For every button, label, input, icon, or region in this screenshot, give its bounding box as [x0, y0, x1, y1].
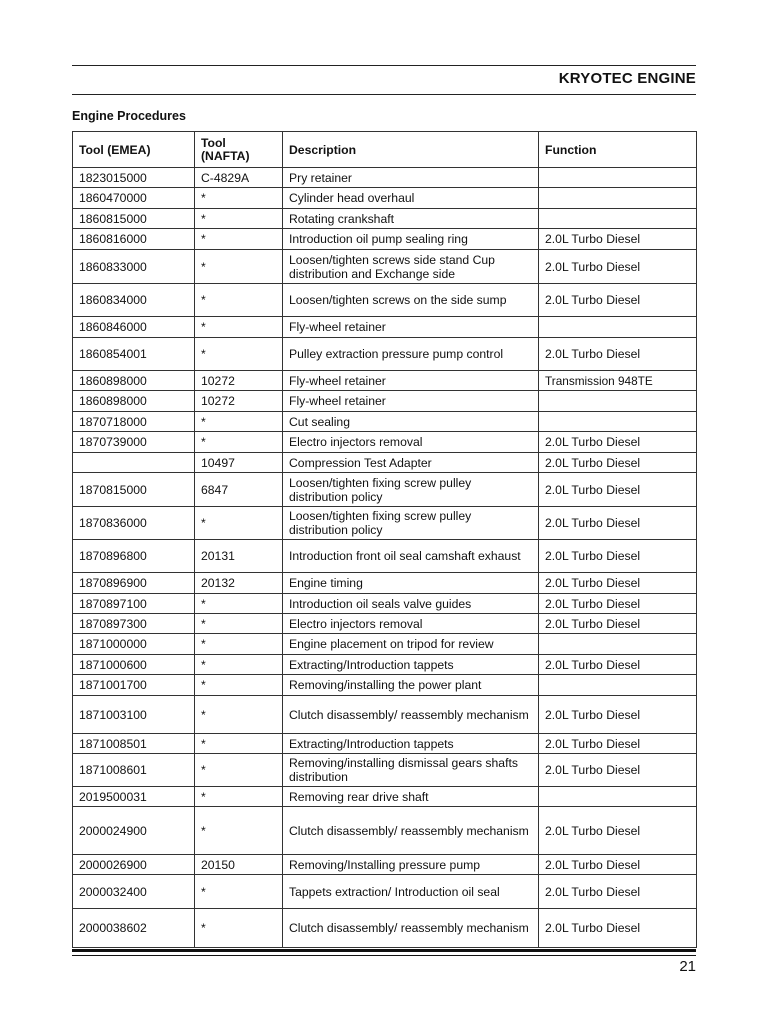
table-row — [73, 634, 697, 655]
cell-function: 2.0L Turbo Diesel — [539, 540, 697, 573]
cell-description: Electro injectors removal — [283, 614, 539, 634]
cell-tool-emea: 1860816000 — [73, 229, 195, 250]
cell-description: Clutch disassembly/ reassembly mechanism — [283, 807, 539, 855]
table-row — [73, 371, 697, 391]
cell-tool-nafta: * — [195, 594, 283, 614]
table-row — [73, 573, 697, 594]
table-row — [73, 412, 697, 432]
cell-tool-nafta: * — [195, 229, 283, 250]
cell-description: Fly-wheel retainer — [283, 391, 539, 412]
cell-description: Introduction front oil seal camshaft exhaust — [283, 540, 539, 573]
table-row — [73, 855, 697, 875]
table-row — [73, 909, 697, 948]
cell-tool-emea: 1870897300 — [73, 614, 195, 634]
cell-tool-nafta: 10497 — [195, 453, 283, 473]
cell-description: Electro injectors removal — [283, 432, 539, 453]
cell-tool-emea: 1870718000 — [73, 412, 195, 432]
cell-tool-emea: 1871001700 — [73, 675, 195, 696]
cell-function: 2.0L Turbo Diesel — [539, 614, 697, 634]
table-row — [73, 734, 697, 754]
cell-function — [539, 209, 697, 229]
cell-function: 2.0L Turbo Diesel — [539, 655, 697, 675]
cell-tool-nafta: * — [195, 675, 283, 696]
table-header-row — [73, 132, 697, 168]
cell-function: 2.0L Turbo Diesel — [539, 754, 697, 787]
cell-tool-nafta: * — [195, 807, 283, 855]
table-row — [73, 284, 697, 317]
cell-tool-emea: 1870739000 — [73, 432, 195, 453]
cell-tool-emea: 1860854001 — [73, 338, 195, 371]
table-row — [73, 875, 697, 909]
table-row — [73, 338, 697, 371]
cell-tool-nafta: 10272 — [195, 371, 283, 391]
top-rule — [72, 65, 696, 66]
cell-description: Loosen/tighten fixing screw pulley distribution policy — [283, 507, 539, 540]
cell-description: Introduction oil seals valve guides — [283, 594, 539, 614]
header-rule — [72, 94, 696, 95]
cell-description: Removing/Installing pressure pump — [283, 855, 539, 875]
cell-function: 2.0L Turbo Diesel — [539, 807, 697, 855]
cell-function: 2.0L Turbo Diesel — [539, 875, 697, 909]
table-row — [73, 391, 697, 412]
cell-tool-emea: 1870815000 — [73, 473, 195, 507]
table-row — [73, 317, 697, 338]
cell-function: 2.0L Turbo Diesel — [539, 909, 697, 948]
table-row — [73, 168, 697, 188]
cell-tool-emea: 1860898000 — [73, 391, 195, 412]
cell-function: 2.0L Turbo Diesel — [539, 507, 697, 540]
cell-function — [539, 634, 697, 655]
cell-tool-nafta: * — [195, 250, 283, 284]
cell-function — [539, 168, 697, 188]
cell-tool-nafta: * — [195, 284, 283, 317]
cell-function: 2.0L Turbo Diesel — [539, 696, 697, 734]
cell-tool-emea: 1860898000 — [73, 371, 195, 391]
cell-tool-nafta: * — [195, 875, 283, 909]
table-row — [73, 432, 697, 453]
cell-tool-emea: 1871008501 — [73, 734, 195, 754]
cell-tool-nafta: 20132 — [195, 573, 283, 594]
table-row — [73, 787, 697, 807]
cell-function: 2.0L Turbo Diesel — [539, 453, 697, 473]
cell-tool-emea: 1870897100 — [73, 594, 195, 614]
engine-procedures-table — [72, 131, 697, 948]
cell-description: Removing/installing the power plant — [283, 675, 539, 696]
table-body — [73, 168, 697, 948]
column-header-description: Description — [283, 132, 539, 168]
cell-tool-nafta: 20150 — [195, 855, 283, 875]
table-row — [73, 188, 697, 209]
footer-rule-thick — [72, 949, 696, 952]
cell-description: Engine timing — [283, 573, 539, 594]
table-row — [73, 540, 697, 573]
table-row — [73, 675, 697, 696]
cell-function — [539, 391, 697, 412]
cell-tool-nafta: 6847 — [195, 473, 283, 507]
table-row — [73, 229, 697, 250]
cell-tool-emea: 1870836000 — [73, 507, 195, 540]
cell-description: Extracting/Introduction tappets — [283, 734, 539, 754]
cell-tool-nafta: * — [195, 787, 283, 807]
cell-tool-nafta: * — [195, 209, 283, 229]
table-row — [73, 594, 697, 614]
cell-description: Fly-wheel retainer — [283, 317, 539, 338]
cell-function: Transmission 948TE — [539, 371, 697, 391]
cell-tool-emea: 2000038602 — [73, 909, 195, 948]
table-row — [73, 696, 697, 734]
cell-tool-nafta: * — [195, 734, 283, 754]
cell-tool-emea: 1870896900 — [73, 573, 195, 594]
cell-description: Loosen/tighten fixing screw pulley distribution policy — [283, 473, 539, 507]
footer-rule-thin — [72, 955, 696, 956]
cell-function: 2.0L Turbo Diesel — [539, 284, 697, 317]
cell-function — [539, 787, 697, 807]
cell-description: Loosen/tighten screws side stand Cup distribution and Exchange side — [283, 250, 539, 284]
cell-description: Cut sealing — [283, 412, 539, 432]
cell-description: Fly-wheel retainer — [283, 371, 539, 391]
cell-tool-nafta: * — [195, 432, 283, 453]
cell-tool-nafta: * — [195, 754, 283, 787]
cell-description: Clutch disassembly/ reassembly mechanism — [283, 909, 539, 948]
cell-tool-nafta: * — [195, 634, 283, 655]
cell-tool-nafta: * — [195, 317, 283, 338]
cell-function: 2.0L Turbo Diesel — [539, 432, 697, 453]
cell-function — [539, 188, 697, 209]
cell-description: Cylinder head overhaul — [283, 188, 539, 209]
cell-tool-emea: 2019500031 — [73, 787, 195, 807]
cell-tool-emea: 1860834000 — [73, 284, 195, 317]
cell-function — [539, 412, 697, 432]
cell-tool-emea: 2000024900 — [73, 807, 195, 855]
cell-function: 2.0L Turbo Diesel — [539, 250, 697, 284]
cell-description: Extracting/Introduction tappets — [283, 655, 539, 675]
table-row — [73, 453, 697, 473]
cell-function: 2.0L Turbo Diesel — [539, 734, 697, 754]
column-header-function: Function — [539, 132, 697, 168]
cell-tool-emea: 1823015000 — [73, 168, 195, 188]
cell-function: 2.0L Turbo Diesel — [539, 338, 697, 371]
cell-tool-nafta: * — [195, 655, 283, 675]
table-row — [73, 507, 697, 540]
cell-tool-emea — [73, 453, 195, 473]
cell-tool-nafta: 20131 — [195, 540, 283, 573]
cell-tool-emea: 1860833000 — [73, 250, 195, 284]
cell-description: Clutch disassembly/ reassembly mechanism — [283, 696, 539, 734]
section-title: Engine Procedures — [72, 109, 186, 123]
cell-function: 2.0L Turbo Diesel — [539, 594, 697, 614]
cell-tool-emea: 1870896800 — [73, 540, 195, 573]
cell-description: Removing/installing dismissal gears shafts distribution — [283, 754, 539, 787]
cell-tool-nafta: * — [195, 614, 283, 634]
page-number: 21 — [679, 958, 696, 975]
cell-tool-nafta: * — [195, 188, 283, 209]
cell-tool-nafta: * — [195, 909, 283, 948]
cell-tool-emea: 1871000600 — [73, 655, 195, 675]
cell-tool-emea: 1871003100 — [73, 696, 195, 734]
cell-tool-emea: 2000026900 — [73, 855, 195, 875]
cell-tool-emea: 2000032400 — [73, 875, 195, 909]
cell-description: Engine placement on tripod for review — [283, 634, 539, 655]
cell-function: 2.0L Turbo Diesel — [539, 573, 697, 594]
cell-tool-nafta: * — [195, 338, 283, 371]
cell-description: Pry retainer — [283, 168, 539, 188]
table-row — [73, 614, 697, 634]
cell-tool-emea: 1871008601 — [73, 754, 195, 787]
cell-tool-emea: 1860846000 — [73, 317, 195, 338]
cell-description: Tappets extraction/ Introduction oil seal — [283, 875, 539, 909]
column-header-tool-emea: Tool (EMEA) — [73, 132, 195, 168]
cell-tool-emea: 1871000000 — [73, 634, 195, 655]
cell-tool-nafta: * — [195, 412, 283, 432]
cell-function: 2.0L Turbo Diesel — [539, 229, 697, 250]
cell-description: Removing rear drive shaft — [283, 787, 539, 807]
cell-description: Introduction oil pump sealing ring — [283, 229, 539, 250]
cell-tool-emea: 1860815000 — [73, 209, 195, 229]
table-row — [73, 807, 697, 855]
table-row — [73, 473, 697, 507]
cell-tool-nafta: 10272 — [195, 391, 283, 412]
cell-function: 2.0L Turbo Diesel — [539, 855, 697, 875]
table-row — [73, 754, 697, 787]
table-row — [73, 655, 697, 675]
cell-description: Loosen/tighten screws on the side sump — [283, 284, 539, 317]
table-row — [73, 250, 697, 284]
column-header-tool-nafta: Tool (NAFTA) — [195, 132, 283, 168]
document-header-title: KRYOTEC ENGINE — [558, 70, 696, 87]
cell-tool-emea: 1860470000 — [73, 188, 195, 209]
cell-description: Rotating crankshaft — [283, 209, 539, 229]
cell-description: Pulley extraction pressure pump control — [283, 338, 539, 371]
cell-tool-nafta: * — [195, 507, 283, 540]
cell-tool-nafta: C-4829A — [195, 168, 283, 188]
table-row — [73, 209, 697, 229]
cell-function — [539, 675, 697, 696]
cell-function: 2.0L Turbo Diesel — [539, 473, 697, 507]
cell-description: Compression Test Adapter — [283, 453, 539, 473]
cell-function — [539, 317, 697, 338]
cell-tool-nafta: * — [195, 696, 283, 734]
